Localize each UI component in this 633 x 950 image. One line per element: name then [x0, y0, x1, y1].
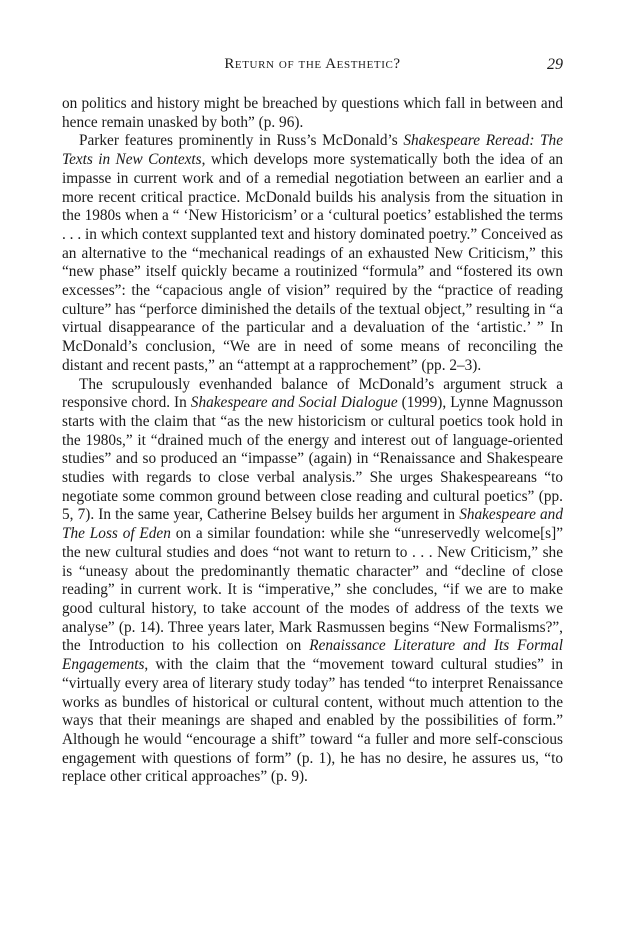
running-title: Return of the Aesthetic?	[224, 56, 401, 72]
paragraph-mcdonald	[62, 132, 563, 375]
paragraph-continuation	[62, 95, 563, 132]
text-segment: The scrupulously evenhanded balance of McDonald’s argument struck a responsive chord. In	[62, 375, 563, 412]
text-segment: (1999), Lynne Magnusson starts with the claim that “as the new historicism or cultural poetics took hold in the 1980s,” it “drained much of the energy and interest out of language-oriented studies” and so produced an “impasse” (again) in “Renaissance and Shakespeare studies with regards to close verbal analysis.” She urges Shakespeareans “to negotiate some common ground between close reading and cultural poetics” (pp. 5, 7). In the same year, Catherine Belsey builds her argument in	[62, 394, 563, 524]
text-segment: Parker features prominently in Russ’s McDonald’s	[79, 132, 404, 150]
text-segment: , which develops more systematically both the idea of an impasse in current work and of a remedial negotiation between an earlier and a more recent critical practice. McDonald builds his analysis from the situation in the 1980s when a “ ‘New Historicism’ or a ‘cultural poetics’ established the terms . . . in which context supplanted text and history dominated poetry.” Conceived as an alternative to the “mechanical readings of an exhausted New Criticism,” this “new phase” itself quickly became a routinized “formula” and “fostered its own excesses”: the “capacious angle of vision” required by the “practice of reading culture” has “perforce diminished the details of the textual object,” resulting in “a virtual disappearance of the particular and a devaluation of the ‘artistic.’ ” In McDonald’s conclusion, “We are in need of some means of reconciling the distant and recent pasts,” an “attempt at a rapprochement” (pp. 2–3).	[62, 151, 564, 374]
body-text	[62, 95, 563, 787]
text-segment: , with the claim that the “movement toward cultural studies” in “virtually every area of literary study today” has tended “to interpret Renaissance works as bundles of historical or cultural content, without much attention to the ways that their meanings are shaped and enabled by the possibilities of form.” Although he would “encourage a shift” toward “a fuller and more self-conscious engagement with questions of form” (p. 1), he has no desire, he assures us, “to replace other critical approaches” (p. 9).	[62, 656, 563, 786]
text-segment: on politics and history might be breached by questions which fall in between and hence remain unasked by both” (p. 96).	[62, 95, 563, 131]
page-number: 29	[547, 56, 563, 73]
running-header	[62, 56, 563, 76]
text-segment: on a similar foundation: while she “unreservedly welcome[s]” the new cultural studies and does “not want to return to . . . New Criticism,” she is “uneasy about the predominantly thematic character” and “decline of close reading” in current work. It is “imperative,” she concludes, “if we are to make good cultural history, to take account of the modes of address of the texts we analyse” (p. 14). Three years later, Mark Rasmussen begins “New Formalisms?”, the Introduction to his collection on	[62, 525, 564, 655]
paragraph-responses	[62, 376, 563, 787]
book-title: Renaissance Literature and Its Formal Engagements	[62, 637, 563, 674]
book-title: Shakespeare and The Loss of Eden	[62, 506, 563, 543]
book-title: Shakespeare and Social Dialogue	[190, 394, 398, 412]
book-title: Shakespeare Reread: The Texts in New Contexts	[62, 132, 563, 169]
